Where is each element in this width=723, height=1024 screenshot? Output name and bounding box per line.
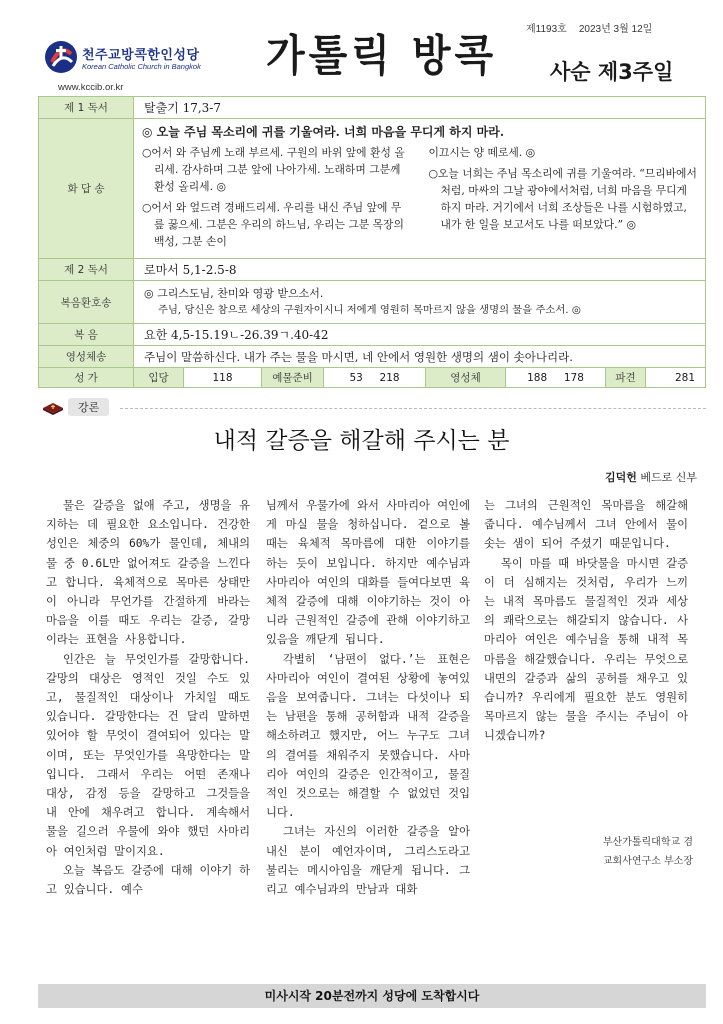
author-title: 베드로 신부 [636,471,697,484]
communion-antiphon-label: 영성체송 [39,346,134,368]
affiliation-line1: 부산가톨릭대학교 겸 [602,837,693,848]
psalm-refrain: ◎ 오늘 주님 목소리에 귀를 기울여라. 너희 마음을 무디게 하지 마라. [142,125,504,139]
psalm-verse: ○어서 와 주님께 노래 부르세. 구원의 바위 앞에 환성 올리세. 감사하며 그분 앞에 나아가세. 노래하며 그분께 환성 올리세. ◎ [142,146,405,193]
church-website[interactable]: www.kccib.or.kr [58,82,124,93]
liturgical-sunday: 사순 제3주일 [550,60,674,84]
sermon-paragraph: 는 그녀의 근원적인 목마름을 해갈해 줍니다. 예수님께서 그녀 안에서 물이 솟는 샘이 되어 주셨기 때문입니다. [484,499,688,551]
sermon-paragraph: 님께서 우물가에 와서 사마리아 여인에게 마실 물을 청하십니다. 겉으로 볼 때는 육체적 목마름에 대한 이야기를 하는 듯이 보입니다. 하지만 예수님과 사마리아 여인의 대화를 들여다보면 육체적 갈증에 대해 이야기하는 것이 아니라 근원적인 갈증에 관해 이야기하고 있음을 깨닫게 됩니다. [266,499,470,647]
psalm-verse: 이끄시는 양 떼로세. ◎ [428,146,536,159]
sermon-paragraph: 그녀는 자신의 이러한 갈증을 알아내신 분이 예언자이며, 그리스도라고 불리는 메시아임을 깨닫게 됩니다. 그리고 예수님과의 만남과 대화 [266,825,470,897]
affiliation-line2: 교회사연구소 부소장 [602,856,693,867]
issue-date: 2023년 3월 12일 [578,24,653,35]
sermon-column-2 [266,496,470,899]
reading2-value: 로마서 5,1-2.5-8 [134,259,706,281]
sermon-section-tag [42,398,109,416]
reading2-label: 제 2 독서 [39,259,134,281]
communion-hymn-numbers [506,368,606,388]
bulletin-title: 가톨릭 방콕 [266,31,498,82]
gospel-row [39,324,706,346]
acclamation-line1: ◎ 그리스도님, 찬미와 영광 받으소서. [144,287,324,300]
sermon-paragraph: 오늘 복음도 갈증에 대해 이야기 하고 있습니다. 예수 [46,863,250,897]
communion-hymn-label: 영성체 [426,368,506,388]
section-divider [120,408,706,409]
entrance-hymn-number: 118 [184,368,262,388]
acclamation-line2: 주님, 당신은 참으로 세상의 구원자이시니 저에게 영원히 목마르지 않을 생명의 물을 주소서. ◎ [158,304,581,316]
communion-antiphon-value: 주님이 말씀하신다. 내가 주는 물을 마시면, 네 안에서 영원한 생명의 샘이 솟아나리라. [134,346,706,368]
footer-notice: 미사시작 20분전까지 성당에 도착합시다 [38,984,706,1008]
sermon-author [605,469,697,485]
recessional-hymn-label: 파견 [606,368,646,388]
church-name-english: Korean Catholic Church in Bangkok [82,62,201,71]
gospel-value: 요한 4,5-15.19ㄴ-26.39ㄱ.40-42 [134,324,706,346]
sermon-column-3 [484,496,688,746]
psalm-content [134,119,706,259]
offertory-hymn-numbers [324,368,426,388]
issue-info [526,20,652,35]
hymns-label: 성 가 [39,368,134,388]
psalm-row [39,119,706,259]
hymns-row [39,368,706,388]
sermon-paragraph: 인간은 늘 무엇인가를 갈망합니다. 갈망의 대상은 영적인 것일 수도 있고, 물질적인 대상이나 가치일 때도 있습니다. 갈망한다는 건 달리 말하면 있어야 할 무엇이 결여되어 있다는 말이며, 또는 무엇인가를 욕망한다는 말입니다. 그래서 우리는 어떤 존재나 대상, 감정 등을 갈망하고 그것들을 내 안에 채우려고 합니다. 계속해서 물을 길으러 우물에 와야 했던 사마리아 여인처럼 말이지요. [46,652,250,858]
issue-number: 제1193호 [526,24,567,35]
author-name: 김덕헌 [604,471,637,484]
church-logo-icon [44,40,78,74]
acclamation-row [39,281,706,324]
communion-hymn-2: 178 [563,371,584,384]
psalm-right-column [429,144,698,254]
liturgy-table [38,96,706,388]
communion-hymn-1: 188 [527,371,548,384]
psalm-left-column [142,144,411,254]
bible-icon [42,399,64,415]
reading1-label: 제 1 독서 [39,97,134,119]
sermon-paragraph: 목이 마를 때 바닷물을 마시면 갈증이 더 심해지는 것처럼, 우리가 느끼는 내적 목마름도 물질적인 것과 세상의 쾌락으로는 해갈되지 않습니다. 사마리아 여인은 예수님을 통해 내적 목마름을 해갈했습니다. 우리는 무엇으로 내면의 갈증과 삶의 공허를 채우고 있습니까? 우리에게 필요한 분도 영원히 목마르지 않는 물을 주시는 주님이 아니겠습니까? [484,556,688,743]
psalm-verse: ○어서 와 엎드려 경배드리세. 우리를 내신 주님 앞에 무릎 꿇으세. 그분은 우리의 하느님, 우리는 그분 목장의 백성, 그분 손이 [142,201,404,248]
masthead [38,18,706,96]
reading1-value: 탈출기 17,3-7 [134,97,706,119]
church-name-korean: 천주교방콕한인성당 [82,48,200,63]
offertory-hymn-1: 53 [349,371,363,384]
reading2-row [39,259,706,281]
recessional-hymn-number: 281 [646,368,706,388]
gospel-label: 복 음 [39,324,134,346]
acclamation-label: 복음환호송 [39,281,134,324]
offertory-hymn-label: 예물준비 [262,368,324,388]
offertory-hymn-2: 218 [379,371,400,384]
communion-antiphon-row [39,346,706,368]
sermon-title: 내적 갈증을 해갈해 주시는 분 [213,428,510,454]
acclamation-content [134,281,706,324]
psalm-label: 화 답 송 [39,119,134,259]
reading1-row [39,97,706,119]
sermon-paragraph: 각별히 ‘남편이 없다.’는 표현은 사마리아 여인이 결여된 상황에 놓여있음을 보여줍니다. 그녀는 다섯이나 되는 남편을 통해 공허함과 내적 갈증을 해소하려고 했지만, 어느 누구도 그녀의 결여를 채워주지 못했습니다. 사마리아 여인의 갈증은 인간적이고, 물질적인 것으로는 해결할 수 없었던 것입니다. [266,652,470,820]
author-affiliation [603,833,693,871]
sermon-tag-label: 강론 [68,398,109,416]
psalm-verse: ○오늘 너희는 주님 목소리에 귀를 기울여라. “므리바에서처럼, 마싸의 그날 광야에서처럼, 너희 마음을 무디게 하지 마라. 거기에서 너희 조상들은 나를 시험하였고, 내가 한 일을 보고서도 나를 떠보았다.” ◎ [428,167,697,231]
entrance-hymn-label: 입당 [134,368,184,388]
sermon-column-1 [46,496,250,899]
sermon-paragraph: 물은 갈증을 없애 주고, 생명을 유지하는 데 필요한 요소입니다. 건강한 성인은 체중의 60%가 물인데, 체내의 물 중 0.6L만 없어져도 갈증을 느낀다고 합니다. 육체적으로 목마른 상태만이 아니라 무언가를 간절하게 바라는 마음을 이를 때도 우리는 갈증, 갈망이라는 표현을 사용합니다. [46,499,250,647]
